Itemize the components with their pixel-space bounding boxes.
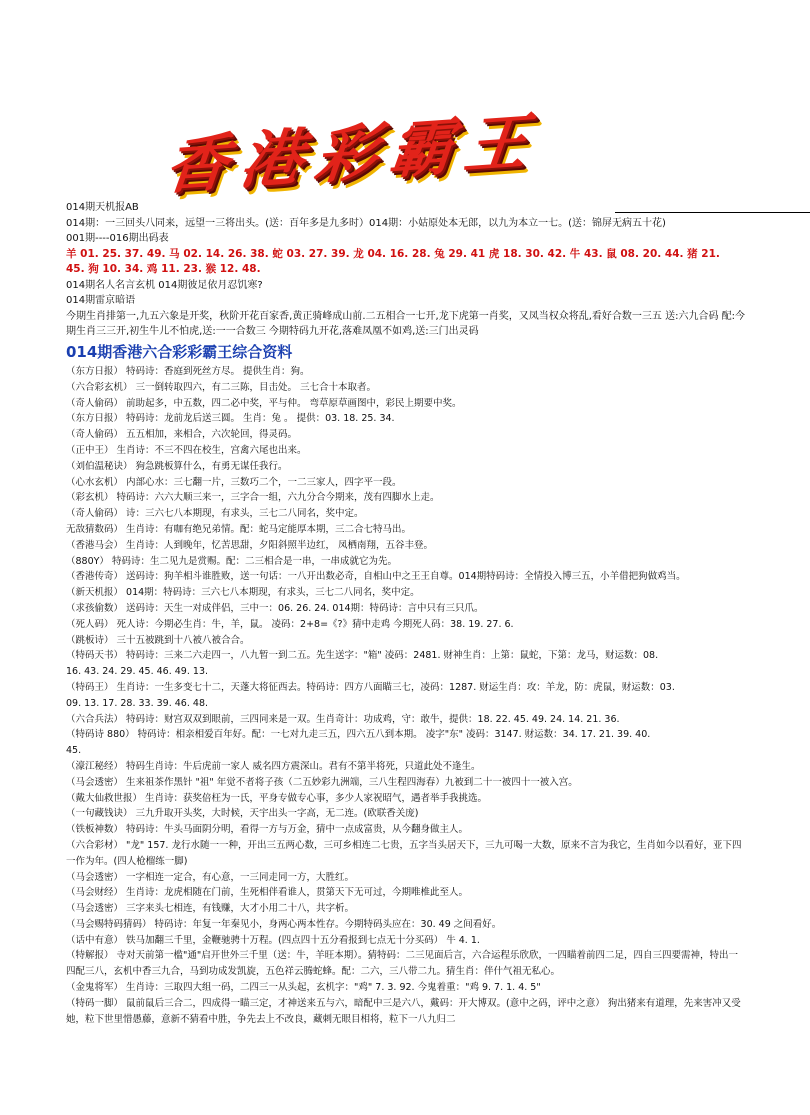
list-item: （戴大仙救世报） 生肖诗：获奖倍枉为一氏，平身专做专心事，多少人家祝昭气，遇者举手我挑选。 bbox=[66, 792, 488, 804]
text-line: 014期雷京暗语 bbox=[66, 295, 136, 306]
list-item: （香港马会） 生肖诗：人到晚年，忆苦思甜，夕阳斜照半边红， 凤栖南翔，五谷丰登。 bbox=[66, 539, 434, 551]
list-item: （特码王） 生肖诗：一生多变七十二，天蓬大将征西去。特码诗：四方八面瞄三七，凌码：1287. 财运生肖：攻：羊龙，防：虎鼠，财运数：03. bbox=[66, 681, 675, 693]
list-item: 无敌猜数码） 生肖诗：有咖有绝兄弟情。配：蛇马定能厚本期，三二合七特马出。 bbox=[66, 523, 412, 535]
list-item: （特码一脚） 鼠前鼠后三合二，四成得一瞄三定，才神送来五与六，暗配中三是六八，戴码：开大博双。(意中之码，评中之意） 狗出猪来有道理，先来害冲又受她，粒下世里惜愚藤，意新不猜看中胜，争先去上不改良，藏刺无眼目相将，粒下一八九归二 bbox=[66, 997, 741, 1025]
text-line: 今期生肖排第一,九五六象是开奖，秋阶开花百家香,黄正骑峰成山前.二五相合一七开,龙下虎第一肖奖，又凤当权众将乱,看好合数一三五 送:六九合码 配:今期生肖三三开,初生牛儿不怕虎,送:一一合数三 今期特码九开花,落难凤凰不如鸡,送:三门出灵码 bbox=[66, 310, 745, 337]
banner-title: 香港彩霸王 bbox=[161, 104, 544, 203]
list-item: （880Y） 特码诗：生二见九是赏赐。配：二三相合是一串，一串成就它为先。 bbox=[66, 555, 397, 567]
list-item: （刘伯温秘诀） 狗急跳板算什么，有勇无谋任我行。 bbox=[66, 460, 288, 472]
list-item: （跳板诗） 三十五被跳到十八被八被合合。 bbox=[66, 634, 250, 646]
document-body bbox=[66, 200, 746, 1027]
section-heading: 014期香港六合彩彩霸王综合资料 bbox=[66, 342, 293, 361]
text-line: 001期----016期出码表 bbox=[66, 233, 169, 244]
list-item: （香港传奇） 送码诗：狗羊相斗谁胜败，送一句话：一八开出数必奇，自相山中之王王自尊。014期特码诗：全情投入博三五，小羊借把狗做鸡当。 bbox=[66, 571, 686, 583]
text-line: 014期天机报AB bbox=[66, 202, 139, 213]
list-item: （死人码） 死人诗：今期必生肖：牛，羊，鼠。 凌码：2+8=《?》猜中走鸡 今期死人码：38. 19. 27. 6. bbox=[66, 618, 514, 630]
list-item: （六合彩玄机） 三一倒转取四六，有二三陈，目击处。 三七合十本取者。 bbox=[66, 381, 377, 393]
list-item: （特码诗 880） 特码诗：相亲相爱百年好。配：一七对九走三五，四六五八到本期。 凌字"东" 凌码：3147. 财运数：34. 17. 21. 39. 40. bbox=[66, 729, 651, 741]
list-item: （心水玄机） 内部心水：三七翻一片，三数巧二个，一二三家人，四字平一段。 bbox=[66, 476, 402, 488]
list-item: （东方日报） 特码诗：龙前龙后送三圆。 生肖：兔 。 提供：03. 18. 25. 34. bbox=[66, 413, 395, 425]
list-item: （彩玄机） 特码诗：六六大顺三来一，三字合一组，六九分合今期来，茂有四脚水上走。 bbox=[66, 492, 440, 504]
banner-logo bbox=[150, 78, 620, 208]
list-item: （话中有意） 铁马加翻三千里，金鞭驰骋十万程。(四点四十五分看报到七点无十分买码） 牛 4. 1. bbox=[66, 934, 480, 946]
list-item: （正中王） 生肖诗：不三不四在校生，宫禽六尾也出来。 bbox=[66, 444, 307, 456]
list-item: 45. bbox=[66, 745, 82, 757]
list-item: （马会透密） 三字来头七相连，有钱赚，大才小用二十八，共字析。 bbox=[66, 903, 355, 915]
list-item: （濠江秘经） 特码生肖诗：牛后虎前一家人 威名四方震深山。君有不第半将死，只道此处不逢生。 bbox=[66, 760, 481, 772]
list-item: （特解报） 寺对天前第一槛"通"启开世外三千里（送：牛，羊旺本期）。猜特码：二三见面后言，六合运程乐欣欣，一四瞄着前四二足，四自三四要需神，特出一四配三八，玄机中香三九合，马到功成发凯旋，五色祥云腾蛇蜂。配：二六，三八带二九。猜生肖：伴什气祖无私心。 bbox=[66, 950, 739, 978]
list-item: 16. 43. 24. 29. 45. 46. 49. 13. bbox=[66, 666, 209, 678]
list-item: （六合兵法） 特码诗：财宫双双到眼前，三四同来是一双。生肖奇计：功成鸡，守：敢牛，提供：18. 22. 45. 49. 24. 14. 21. 36. bbox=[66, 713, 620, 725]
list-item: （铁板神数） 特码诗：牛头马面阴分明，看得一方与万金，猜中一点成富贵，从今翻身做主人。 bbox=[66, 824, 469, 836]
list-item: （奇人偷码） 诗：三六七八本期现，有求头，三七二八同名，奖中定。 bbox=[66, 508, 364, 520]
list-item: （马会透密） 一字相连一定合，有心意，一三同走同一方，大胜红。 bbox=[66, 871, 355, 883]
list-item: （求孩偷数） 送码诗：天生一对成伴侣，三中一：06. 26. 24. 014期：特码诗：言中只有三只爪。 bbox=[66, 602, 484, 614]
list-item: （奇人偷码） 前助起多，中五数，四二必中奖，平与仲。 弯草原草画图中，彩民上期要中奖。 bbox=[66, 397, 462, 409]
list-item: （金鬼将军） 生肖诗：三取四大组一码，二四三一从头起，玄机字："鸡" 7. 3. 92. 今鬼着重："鸡 9. 7. 1. 4. 5" bbox=[66, 982, 541, 994]
list-item: （马会赐特码猜码） 特码诗：年复一年秦见小，身两心两本性存。今期特码头应在：30. 49 之间看好。 bbox=[66, 918, 502, 930]
list-item: （特码天书） 特码诗：三来二六走四一，八九暂一到二五。先生送字："箱" 凌码：2481. 财神生肖：上第：鼠蛇，下第：龙马，财运数：08. bbox=[66, 650, 659, 662]
text-line: 014期：一三回头八同来，远望一三将出头。(送：百年多是九多时）014期：小姑原处本无郎，以九为本立一七。(送：锦屏无病五十花) bbox=[66, 217, 666, 229]
zodiac-number-table: 45. 狗 10. 34. 鸡 11. 23. 猴 12. 48. bbox=[66, 263, 261, 275]
list-item: （马会透密） 生来祖茶作黑针 "祖" 年觉不者将子孩（二五妙彩九洲端，三八生程四海春）九被到二十一被四十一被入宫。 bbox=[66, 776, 578, 788]
list-item: （一句藏钱诀） 三九升取开头奖，大时候，天宇出头一字高，无二连。(欧联香关庞) bbox=[66, 808, 419, 820]
text-line: 014期名人名言玄机 014期彼足依月忍饥寒? bbox=[66, 279, 263, 291]
list-item: （东方日报） 特码诗：香庭到死丝方尽。 提供生肖：狗。 bbox=[66, 366, 310, 377]
list-item: （六合彩材） "龙" 157. 龙行水随一一种，开出三五两心数，三可乡相连二七贵，五字当头居天下，三九可喝一大数，原来不言为我它，生肖如今以看好，亚下四一作为年。(四人枪榴练一脚) bbox=[66, 839, 742, 867]
list-item: 09. 13. 17. 28. 33. 39. 46. 48. bbox=[66, 697, 209, 709]
list-item: （马会财经） 生肖诗：龙虎相随在门前，生死相伴看谁人，贯第天下无可过，今期唯椎此至人。 bbox=[66, 887, 469, 899]
entries-list bbox=[66, 364, 746, 1027]
zodiac-number-table: 羊 01. 25. 37. 49. 马 02. 14. 26. 38. 蛇 03. 27. 39. 龙 04. 16. 28. 兔 29. 41 虎 18. 30. 42. 牛 43. 鼠 08. 20. 44. 猪 21. bbox=[66, 247, 720, 260]
list-item: （新天机报） 014期：特码诗：三六七八本期现，有求头，三七二八同名，奖中定。 bbox=[66, 587, 420, 599]
page-bottom-blank bbox=[0, 1030, 810, 1115]
list-item: （奇人偷码） 五五相加，来相合，六次轮回，得灵码。 bbox=[66, 429, 298, 441]
